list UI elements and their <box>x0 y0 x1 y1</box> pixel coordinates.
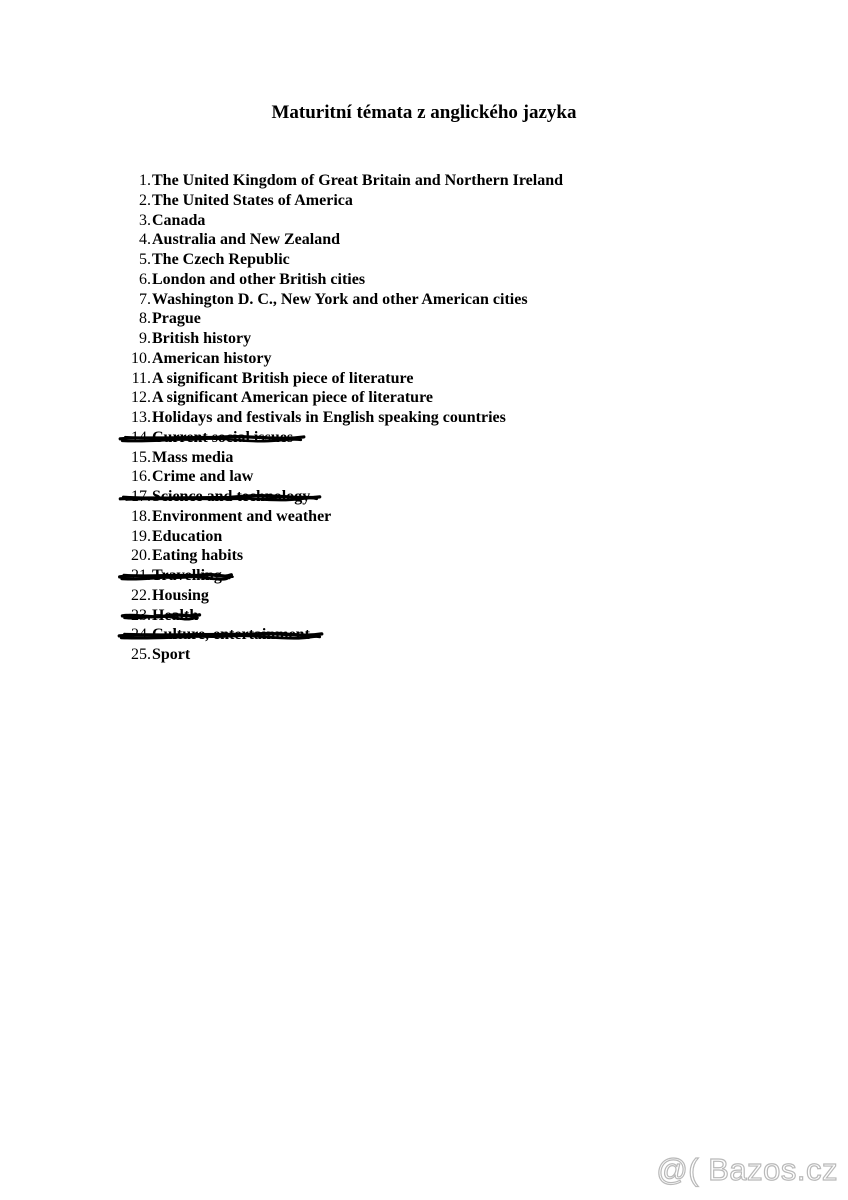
topic-number: 8. <box>139 310 151 328</box>
topic-label: The United States of America <box>152 191 353 209</box>
topic-item-18 <box>100 507 563 527</box>
topic-item-6 <box>100 270 563 290</box>
topic-item-17-crossed-out <box>100 487 563 507</box>
topic-item-1 <box>100 171 563 191</box>
topic-label: Prague <box>152 310 201 328</box>
topic-item-23-crossed-out <box>100 606 563 626</box>
topic-label: British history <box>152 330 252 347</box>
topic-label: The Czech Republic <box>152 251 290 268</box>
topic-number: 17. <box>131 488 151 505</box>
topic-number: 14. <box>131 428 151 446</box>
topic-item-15 <box>100 448 563 468</box>
topic-label: Washington D. C., New York and other American cities <box>152 290 528 308</box>
topic-number: 12. <box>131 389 151 407</box>
page-title: Maturitní témata z anglického jazyka <box>271 102 577 123</box>
topic-number: 1. <box>139 172 151 189</box>
topic-number: 21. <box>131 567 151 584</box>
topic-label: A significant American piece of literature <box>152 389 433 407</box>
topic-label: Sport <box>152 646 191 663</box>
topic-number: 6. <box>139 270 151 288</box>
topic-item-25 <box>100 645 563 665</box>
topic-number: 23. <box>131 606 151 624</box>
topic-label: The United Kingdom of Great Britain and Northern Ireland <box>152 172 563 189</box>
topic-label: Current social issues <box>152 428 294 446</box>
topic-item-5 <box>100 250 563 270</box>
topic-number: 22. <box>131 586 151 604</box>
topic-item-10 <box>100 349 563 369</box>
topic-number: 7. <box>139 290 151 308</box>
topic-label: London and other British cities <box>152 270 366 288</box>
topic-label: Science and technology <box>152 488 311 505</box>
topic-number: 13. <box>131 409 151 426</box>
topic-label: American history <box>152 349 272 367</box>
topic-item-4 <box>100 230 563 250</box>
topic-label: Travelling <box>152 567 222 584</box>
topic-number: 15. <box>131 448 151 466</box>
topic-list <box>100 171 563 665</box>
topic-item-22 <box>100 586 563 606</box>
topic-number: 3. <box>139 211 151 229</box>
topic-label: Housing <box>152 586 209 604</box>
topic-number: 25. <box>131 646 151 663</box>
topic-number: 11. <box>131 369 151 387</box>
topic-label: Eating habits <box>152 547 244 565</box>
topic-item-2 <box>100 191 563 211</box>
topic-item-14-crossed-out <box>100 428 563 448</box>
topic-label: Education <box>152 527 223 545</box>
topic-label: A significant British piece of literature <box>152 369 414 387</box>
topic-item-21-crossed-out <box>100 566 563 586</box>
topic-item-8 <box>100 309 563 329</box>
topic-item-16 <box>100 467 563 487</box>
topic-number: 18. <box>131 507 151 525</box>
bazos-watermark: @( Bazos.cz <box>656 1152 838 1187</box>
topic-label: Australia and New Zealand <box>152 231 341 249</box>
topic-label: Health <box>152 606 199 624</box>
topic-item-3 <box>100 211 563 231</box>
topic-number: 19. <box>131 527 151 545</box>
topic-label: Holidays and festivals in English speaking countries <box>152 409 506 426</box>
topic-item-20 <box>100 546 563 566</box>
topic-item-24-crossed-out <box>100 625 563 645</box>
topic-number: 9. <box>139 330 151 347</box>
topic-item-7 <box>100 290 563 310</box>
topic-label: Mass media <box>152 448 234 466</box>
topic-item-9 <box>100 329 563 349</box>
topic-number: 16. <box>131 468 151 486</box>
topic-number: 2. <box>139 191 151 209</box>
topic-number: 4. <box>139 231 151 249</box>
topic-item-13 <box>100 408 563 428</box>
topic-label: Environment and weather <box>152 507 332 525</box>
topic-number: 20. <box>131 547 151 565</box>
topic-label: Culture, entertainment <box>152 626 310 644</box>
topic-number: 5. <box>139 251 151 268</box>
topic-item-19 <box>100 527 563 547</box>
topic-label: Canada <box>152 211 206 229</box>
topic-number: 10. <box>131 349 151 367</box>
topic-item-12 <box>100 388 563 408</box>
topic-label: Crime and law <box>152 468 254 486</box>
topic-number: 24. <box>131 626 151 644</box>
topic-item-11 <box>100 369 563 389</box>
